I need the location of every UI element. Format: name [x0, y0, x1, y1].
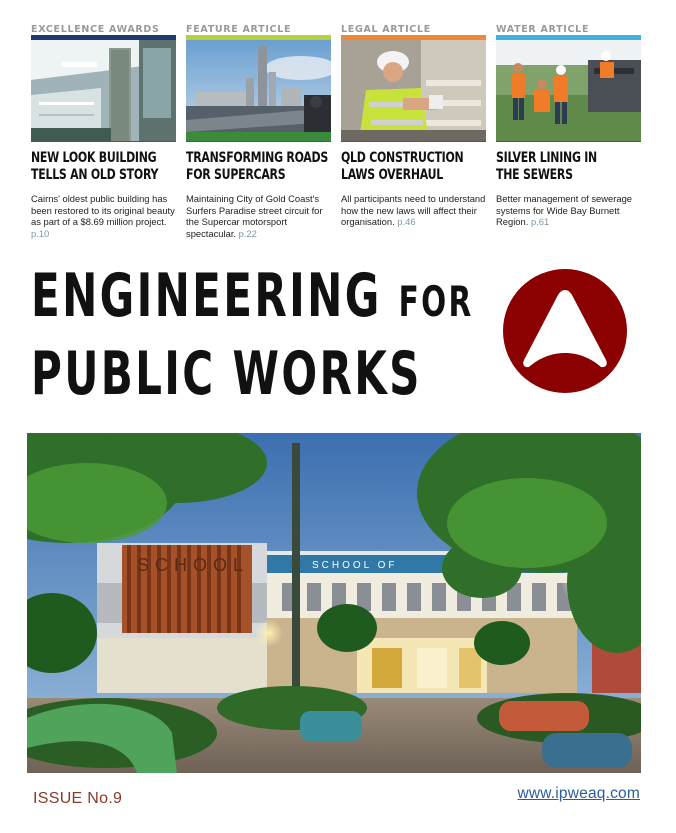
headline-line-2: FOR SUPERCARS: [186, 167, 286, 183]
page-reference[interactable]: p.22: [238, 227, 257, 239]
article-headline: [186, 150, 329, 184]
article-thumbnail: [31, 40, 176, 141]
masthead-title: [31, 262, 501, 412]
headline-line-1: QLD CONSTRUCTION: [341, 150, 464, 166]
summary-text: All participants need to understand how the new laws will affect their organisation.: [341, 193, 486, 228]
masthead-word-engineering: ENGINEERING: [31, 261, 382, 331]
article-teaser-legal[interactable]: [341, 24, 486, 228]
article-summary: [31, 193, 176, 239]
masthead-line-1: [31, 261, 474, 331]
article-thumbnail: [496, 40, 641, 141]
article-teaser-excellence-awards[interactable]: [31, 24, 176, 239]
article-kicker: LEGAL ARTICLE: [341, 24, 431, 35]
issue-number: ISSUE No.9: [33, 790, 123, 807]
headline-line-2: THE SEWERS: [496, 167, 573, 183]
cover-photo: [27, 433, 641, 773]
school-sign: SCHOOL OF: [312, 560, 398, 571]
article-kicker: FEATURE ARTICLE: [186, 24, 292, 35]
divider-rule: [31, 141, 176, 142]
article-thumbnail: [186, 40, 331, 141]
article-headline: [496, 150, 639, 184]
headline-line-1: NEW LOOK BUILDING: [31, 150, 157, 166]
divider-rule: [186, 141, 331, 142]
masthead-word-for: FOR: [398, 277, 474, 326]
headline-line-1: SILVER LINING IN: [496, 150, 597, 166]
headline-line-2: TELLS AN OLD STORY: [31, 167, 159, 183]
page-reference[interactable]: p.46: [397, 216, 416, 228]
article-summary: [496, 193, 641, 228]
article-headline: [31, 150, 174, 184]
facade-lettering: SCHOOL: [137, 555, 250, 575]
triangle-in-circle-logo-icon: [502, 268, 628, 394]
website-link[interactable]: www.ipweaq.com: [517, 785, 640, 802]
summary-text: Better management of sewerage systems for Wide Bay Burnett Region.: [496, 193, 633, 228]
article-teasers: [31, 24, 641, 254]
article-summary: [186, 193, 331, 239]
masthead-line-2: PUBLIC WORKS: [31, 339, 422, 409]
article-thumbnail: [341, 40, 486, 141]
divider-rule: [341, 141, 486, 142]
article-kicker: WATER ARTICLE: [496, 24, 590, 35]
summary-text: Cairns' oldest public building has been restored to its original beauty as part of a $8.69 million project.: [31, 193, 175, 228]
article-headline: [341, 150, 484, 184]
divider-rule: [496, 141, 641, 142]
article-teaser-feature[interactable]: [186, 24, 331, 239]
article-kicker: EXCELLENCE AWARDS: [31, 24, 160, 35]
page-reference[interactable]: p.10: [31, 227, 50, 239]
page-reference[interactable]: p.61: [530, 216, 550, 228]
summary-text: Maintaining City of Gold Coast's Surfers Paradise street circuit for the Supercar motorsport spectacular.: [186, 193, 323, 239]
article-teaser-water[interactable]: [496, 24, 641, 228]
headline-line-2: LAWS OVERHAUL: [341, 167, 443, 183]
article-summary: [341, 193, 486, 228]
headline-line-1: TRANSFORMING ROADS: [186, 150, 329, 166]
